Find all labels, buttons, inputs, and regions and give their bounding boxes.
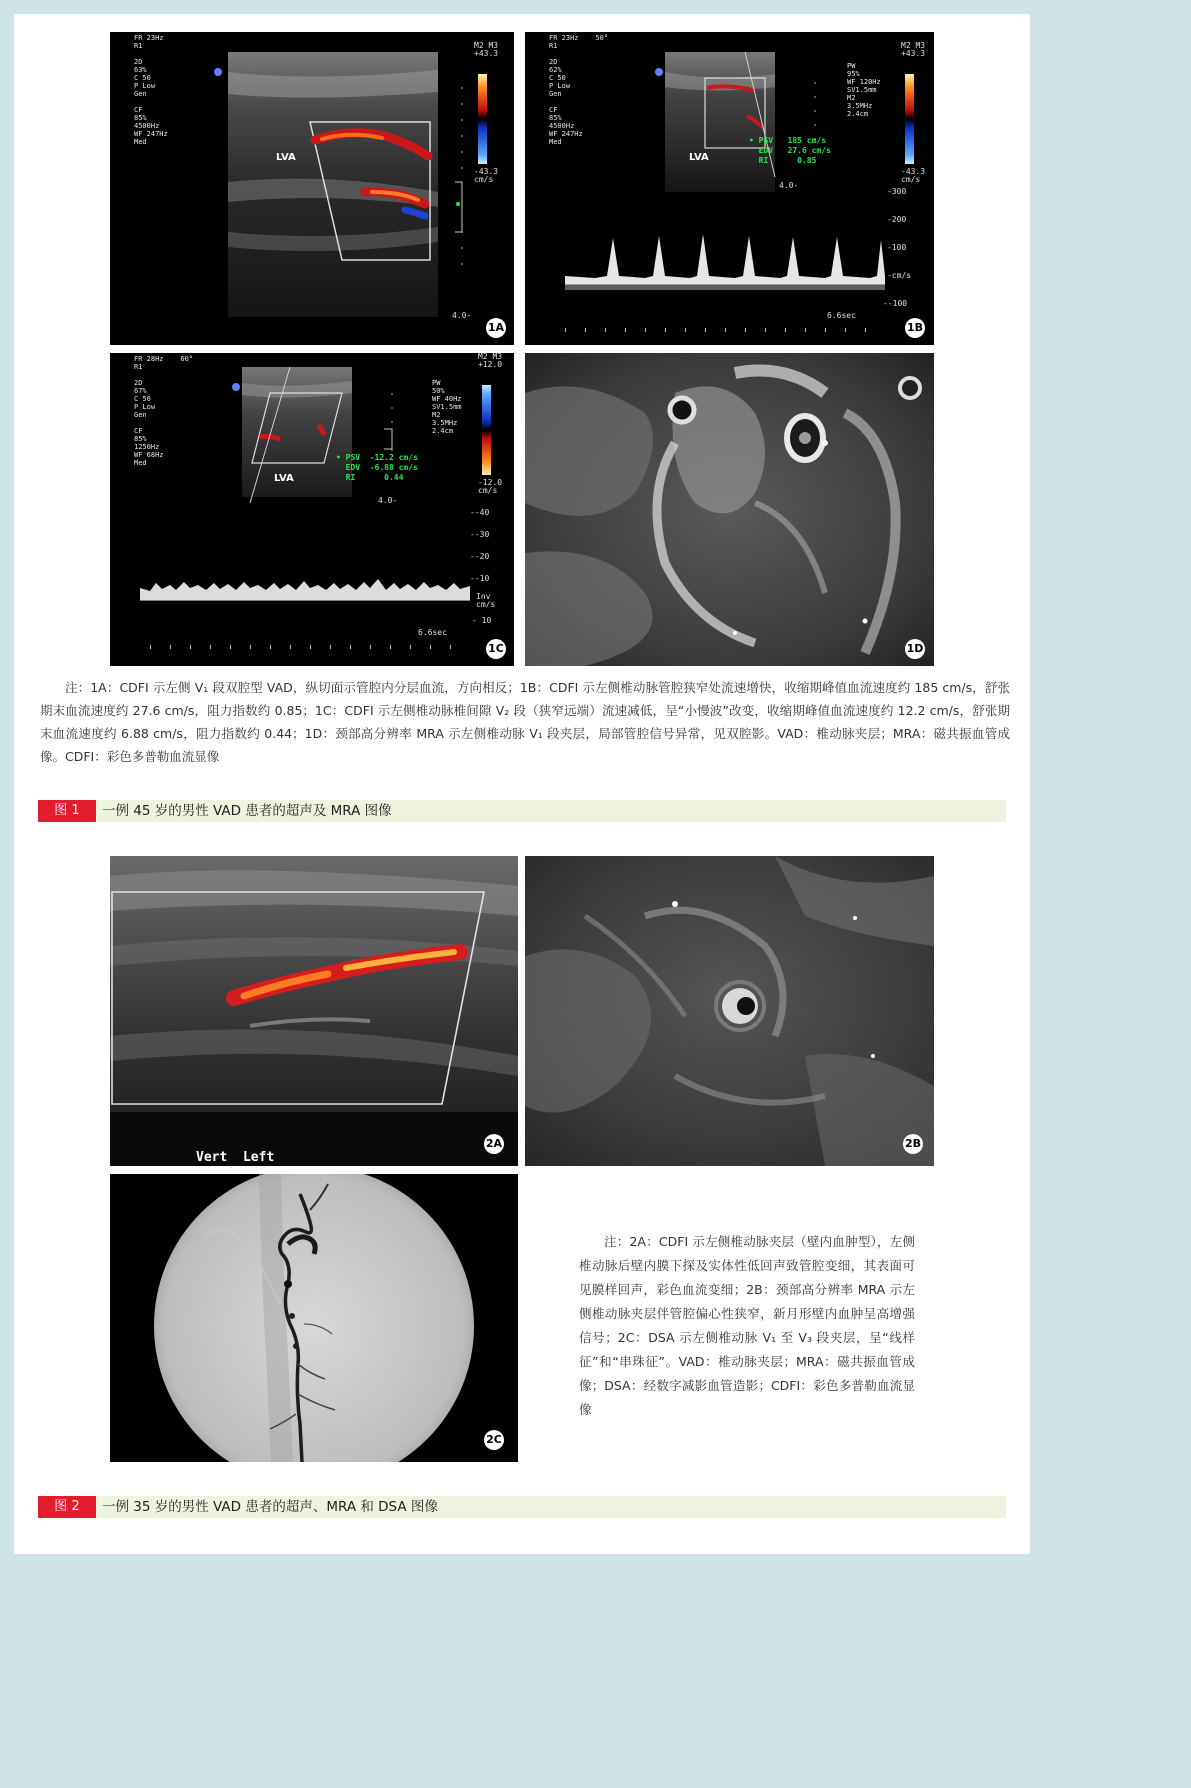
figure2-note: 注：2A：CDFI 示左侧椎动脉夹层（壁内血肿型），左侧椎动脉后壁内膜下探及实体性低回声致管腔变细，其表面可见膜样回声，彩色血流变细；2B：颈部高分辨率 MRA 示左侧椎动脉夹层伴管腔偏心性狭窄，新月形壁内血肿呈高增强信号；2C：DSA 示左侧椎动脉 V₁ 至 V₃ 段夹层，呈“线样征”和“串珠征”。VAD：椎动脉夹层；MRA：磁共振血管成像；DSA：经数字减影血管造影；CDFI：彩色多普勒血流显像	[579, 1234, 915, 1417]
mra-panel-2b	[525, 856, 934, 1166]
panel-badge-2b: 2B	[903, 1134, 923, 1154]
ultrasound-image-2a	[110, 856, 518, 1166]
figure1-note: 注：1A：CDFI 示左侧 V₁ 段双腔型 VAD，纵切面示管腔内分层血流，方向相反；1B：CDFI 示左侧椎动脉管腔狭窄处流速增快，收缩期峰值血流速度约 185 cm/s，舒张期末血流速度约 27.6 cm/s，阻力指数约 0.85；1C：CDFI 示左侧椎动脉椎间隙 V₂ 段（狭窄远端）流速减低，呈“小慢波”改变，收缩期峰值血流速度约 12.2 cm/s，舒张期末血流速度约 6.88 cm/s，阻力指数约 0.44；1D：颈部高分辨率 MRA 示左侧椎动脉 V₁ 段夹层，局部管腔信号异常，见双腔影。VAD：椎动脉夹层；MRA：磁共振血管成像。CDFI：彩色多普勒血流显像	[40, 680, 1010, 764]
velocity-axis-tick-1c: --10	[470, 574, 490, 583]
velocity-axis-tick-1c: Inv cm/s	[476, 592, 496, 609]
panel-badge-2c: 2C	[484, 1430, 504, 1450]
ultrasound-panel-1a	[110, 32, 514, 345]
pw-settings-1c: PW 50% WF 40Hz SV1.5mm M2 3.5MHz 2.4cm	[432, 379, 462, 435]
page	[14, 14, 1030, 1554]
measurement-readout-1c: • PSV -12.2 cm/s EDV -6.88 cm/s RI 0.44	[336, 453, 418, 482]
velocity-axis-tick-1b: -cm/s	[887, 271, 912, 280]
figure2-number: 图 2	[38, 1496, 96, 1518]
depth-marker-1c: 4.0-	[378, 496, 398, 505]
time-scale-1c: 6.6sec	[418, 628, 447, 637]
depth-marker-1b: 4.0-	[779, 181, 799, 190]
color-scale-top-1b: M2 M3 +43.3	[901, 41, 926, 58]
dsa-image-2c	[110, 1174, 518, 1462]
ultrasound-header-1a: FR 23Hz R1 2D 63% C 50 P Low Gen CF 85% 4500Hz WF 247Hz Med	[134, 34, 168, 146]
velocity-axis-tick-1b: -100	[887, 243, 907, 252]
figure2-title: 一例 35 岁的男性 VAD 患者的超声、MRA 和 DSA 图像	[102, 1499, 438, 1515]
velocity-axis-tick-1b: -300	[887, 187, 907, 196]
velocity-axis-tick-1b: -200	[887, 215, 907, 224]
ultrasound-panel-1c	[110, 353, 514, 666]
velocity-axis-tick-1c: --40	[470, 508, 490, 517]
color-scale-top-1c: M2 M3 +12.0	[478, 353, 503, 369]
figure1-caption-bar	[38, 800, 1006, 822]
vessel-label-1c: LVA	[274, 473, 294, 484]
color-scale-bottom-1b: -43.3 cm/s	[901, 167, 926, 184]
velocity-axis-tick-1c: - 10	[472, 616, 492, 625]
color-scale-top-1a: M2 M3 +43.3	[474, 41, 499, 58]
depth-marker-1a: 4.0-	[452, 311, 472, 320]
panel-badge-1b: 1B	[905, 318, 925, 338]
figure1-number: 图 1	[38, 800, 96, 822]
mra-image-1d	[525, 353, 934, 666]
pw-settings-1b: PW 95% WF 120Hz SV1.5mm M2 3.5MHz 2.4cm	[847, 62, 881, 118]
color-scale-bottom-1c: -12.0 cm/s	[478, 478, 503, 495]
figure2-caption-bar	[38, 1496, 1006, 1518]
figure1-title: 一例 45 岁的男性 VAD 患者的超声及 MRA 图像	[102, 803, 392, 819]
vessel-label-1a: LVA	[276, 152, 296, 163]
panel-badge-1a: 1A	[486, 318, 506, 338]
velocity-axis-tick-1b: --100	[883, 299, 908, 308]
ultrasound-panel-2a	[110, 856, 518, 1166]
velocity-axis-tick-1c: --20	[470, 552, 490, 561]
dsa-panel-2c	[110, 1174, 518, 1462]
ultrasound-panel-1b	[525, 32, 934, 345]
ultrasound-header-1c: FR 28Hz 60° R1 2D 67% C 50 P Low Gen CF 85% 1250Hz WF 68Hz Med	[134, 355, 194, 467]
measurement-readout-1b: • PSV 185 cm/s EDV 27.6 cm/s RI 0.85	[749, 136, 831, 165]
ultrasound-header-1b: FR 23Hz 50° R1 2D 62% C 50 P Low Gen CF 85% 4500Hz WF 247Hz Med	[549, 34, 609, 146]
panel-badge-1d: 1D	[905, 639, 925, 659]
probe-caption-2a: Vert Left	[196, 1150, 275, 1165]
time-scale-1b: 6.6sec	[827, 311, 856, 320]
panel-badge-1c: 1C	[486, 639, 506, 659]
color-scale-bottom-1a: -43.3 cm/s	[474, 167, 499, 184]
vessel-label-1b: LVA	[689, 152, 709, 163]
ultrasound-image-1a	[110, 32, 514, 345]
mra-image-2b	[525, 856, 934, 1166]
panel-badge-2a: 2A	[484, 1134, 504, 1154]
mra-panel-1d	[525, 353, 934, 666]
velocity-axis-tick-1c: --30	[470, 530, 490, 539]
